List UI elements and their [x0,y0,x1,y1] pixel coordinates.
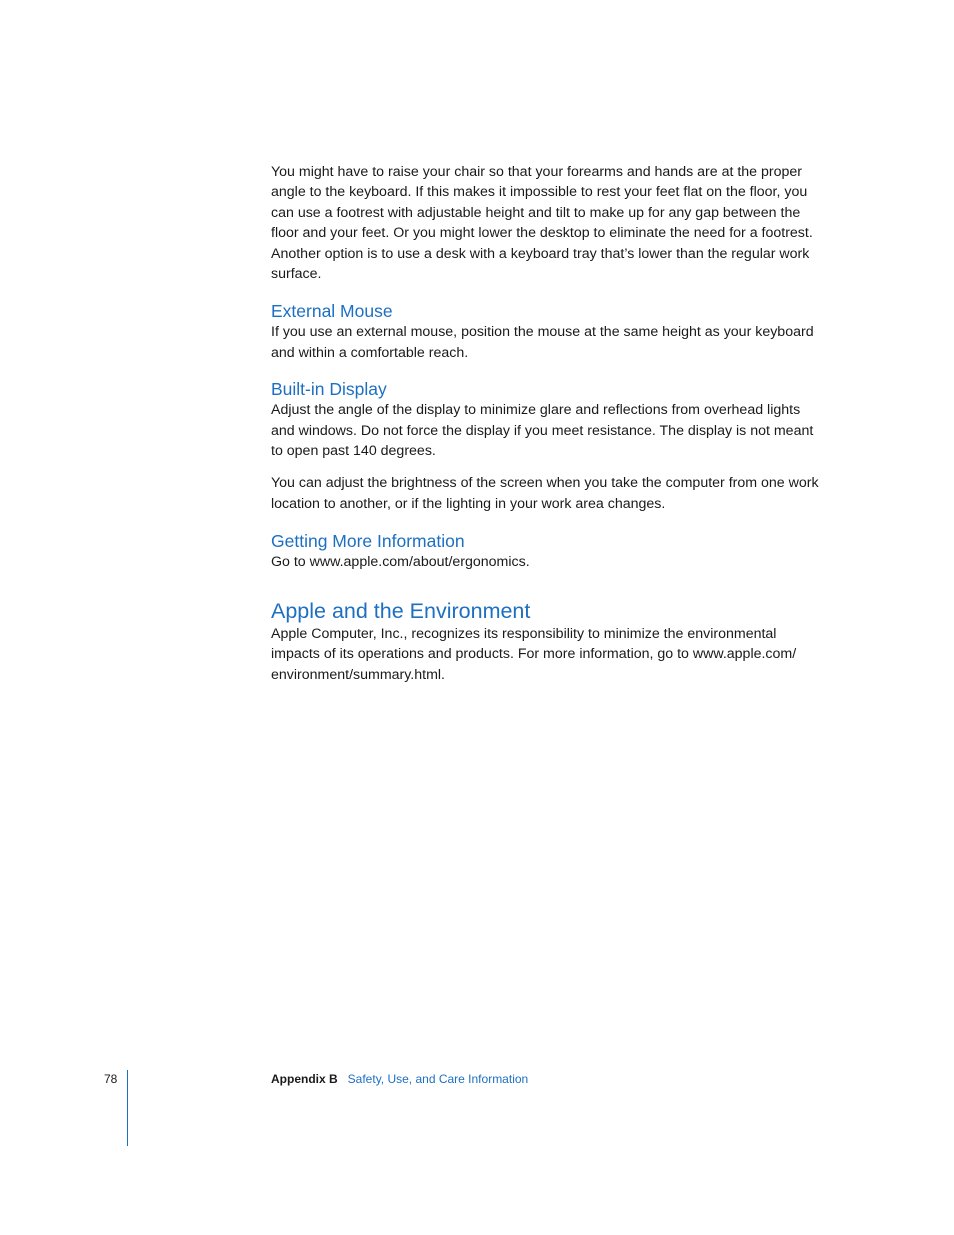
heading-apple-and-the-environment: Apple and the Environment [271,598,531,623]
footer-divider [127,1070,128,1146]
built-in-display-paragraph-2: You can adjust the brightness of the screen when you take the computer from one work location to another, or if the lighting in your work area changes. [271,475,819,512]
heading-built-in-display: Built-in Display [271,379,387,400]
footer-appendix-label: Appendix B [271,1072,338,1086]
footer-chapter-title: Safety, Use, and Care Information [347,1072,529,1086]
page-content [271,162,823,685]
page-number: 78 [104,1072,118,1086]
external-mouse-paragraph: If you use an external mouse, position the mouse at the same height as your keyboard and within a comfortable reach. [271,324,814,361]
heading-external-mouse: External Mouse [271,301,393,322]
running-footer [271,1072,528,1086]
built-in-display-paragraph-1: Adjust the angle of the display to minimize glare and reflections from overhead lights and windows. Do not force the display if you meet resistance. The display is not meant to open past 140 degrees. [271,402,814,460]
heading-getting-more-information: Getting More Information [271,531,465,552]
intro-paragraph: You might have to raise your chair so that your forearms and hands are at the proper angle to the keyboard. If this makes it impossible to rest your feet flat on the floor, you can use a footrest with adjustable height and tilt to make up for any gap between the floor and your feet. Or you might lower the desktop to eliminate the need for a footrest. Another option is to use a desk with a keyboard tray that’s lower than the regular work surface. [271,164,813,283]
getting-more-information-paragraph: Go to www.apple.com/about/ergonomics. [271,554,530,571]
environment-paragraph: Apple Computer, Inc., recognizes its responsibility to minimize the environmental impacts of its operations and products. For more information, go to www.apple.com/ environment/summary.html. [271,625,797,683]
